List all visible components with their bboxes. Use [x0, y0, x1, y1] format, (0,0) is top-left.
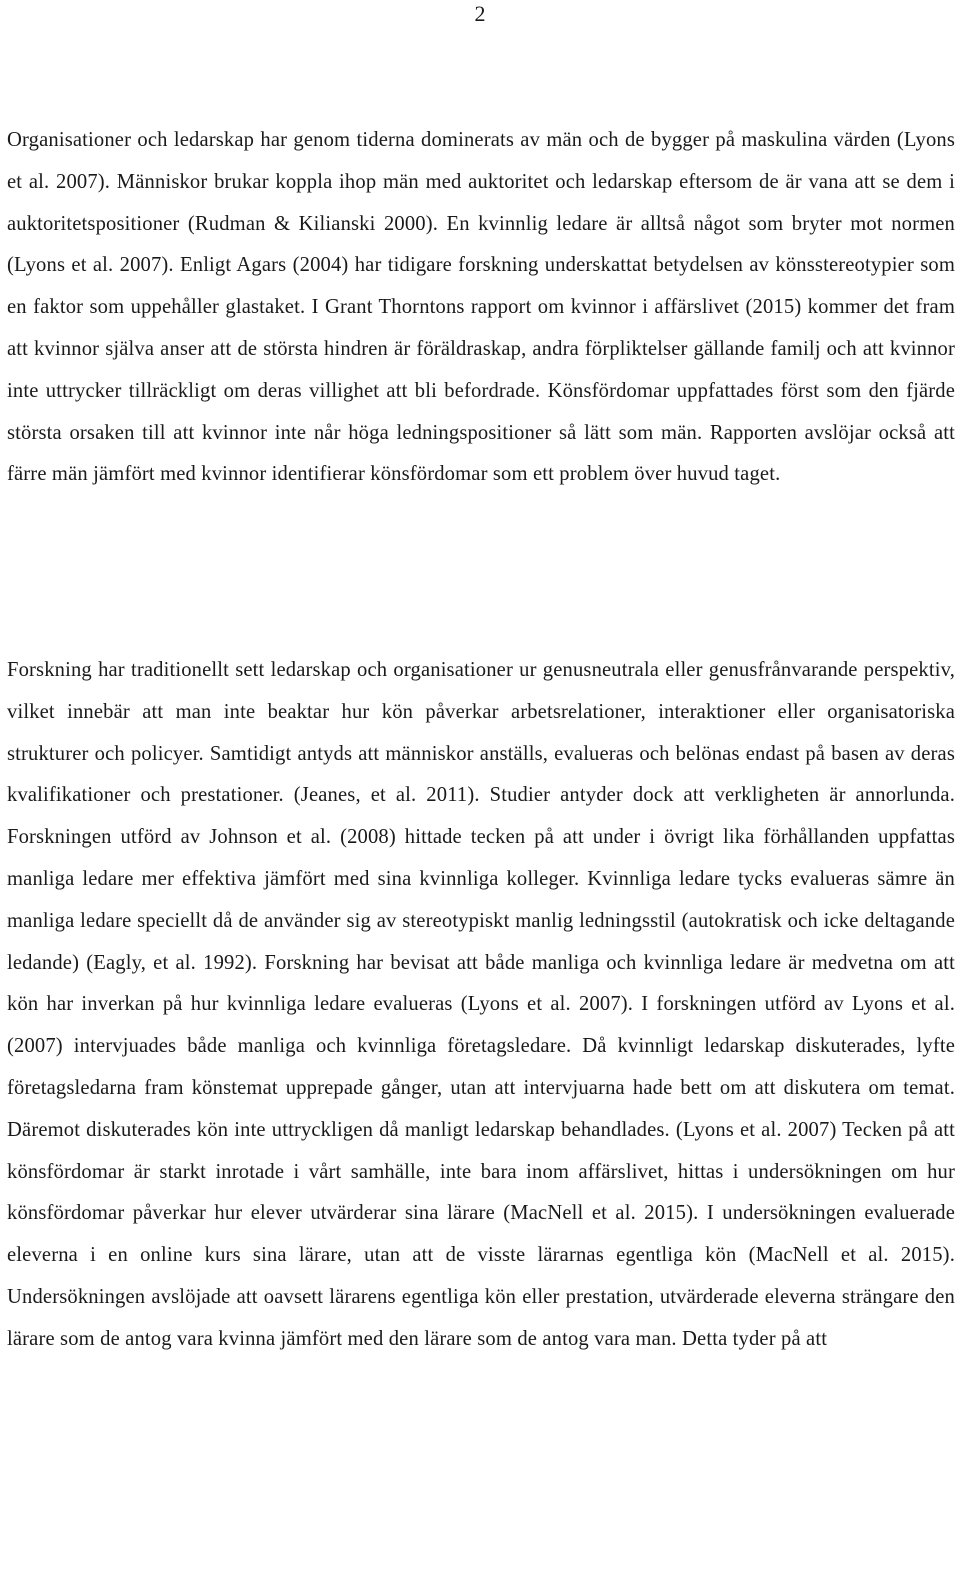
page-number: 2	[474, 1, 486, 26]
body-paragraph: Organisationer och ledarskap har genom tiderna dominerats av män och de bygger på maskulina värden (Lyons et al. 2007). Människor brukar koppla ihop män med auktoritet och ledarskap eftersom de är vana att se dem i auktoritetspositioner (Rudman & Kilianski 2000). En kvinnlig ledare är alltså något som bryter mot normen (Lyons et al. 2007). Enligt Agars (2004) har tidigare forskning underskattat betydelsen av könsstereotypier som en faktor som uppehåller glastaket. I Grant Thorntons rapport om kvinnor i affärslivet (2015) kommer det fram att kvinnor själva anser att de största hindren är föräldraskap, andra förpliktelser gällande familj och att kvinnor inte uttrycker tillräckligt om deras villighet att bli befordrade. Könsfördomar uppfattades först som den fjärde största orsaken till att kvinnor inte når höga ledningspositioner så lätt som män. Rapporten avslöjar också att färre män jämfört med kvinnor identifierar könsfördomar som ett problem över huvud taget.	[7, 129, 955, 486]
body-paragraph: Forskning har traditionellt sett ledarskap och organisationer ur genusneutrala eller genusfrånvarande perspektiv, vilket innebär att man inte beaktar hur kön påverkar arbetsrelationer, interaktioner eller organisatoriska strukturer och policyer. Samtidigt antyds att människor anställs, evalueras och belönas endast på basen av deras kvalifikationer och prestationer. (Jeanes, et al. 2011). Studier antyder dock att verkligheten är annorlunda. Forskningen utförd av Johnson et al. (2008) hittade tecken på att under i övrigt lika förhållanden uppfattas manliga ledare mer effektiva jämfört med sina kvinnliga kolleger. Kvinnliga ledare tycks evalueras sämre än manliga ledare speciellt då de använder sig av stereotypiskt manlig ledningsstil (autokratisk och icke deltagande ledande) (Eagly, et al. 1992). Forskning har bevisat att både manliga och kvinnliga ledare är medvetna om att kön har inverkan på hur kvinnliga ledare evalueras (Lyons et al. 2007). I forskningen utförd av Lyons et al. (2007) intervjuades både manliga och kvinnliga företagsledare. Då kvinnligt ledarskap diskuterades, lyfte företagsledarna fram könstemat upprepade gånger, utan att intervjuarna hade bett om att diskutera om temat. Däremot diskuterades kön inte uttryckligen då manligt ledarskap behandlades. (Lyons et al. 2007) Tecken på att könsfördomar är starkt inrotade i vårt samhälle, inte bara inom affärslivet, hittas i undersökningen om hur könsfördomar påverkar hur elever utvärderar sina lärare (MacNell et al. 2015). I undersökningen evaluerade eleverna i en online kurs sina lärare, utan att de visste lärarnas egentliga kön (MacNell et al. 2015). Undersökningen avslöjade att oavsett lärarens egentliga kön eller prestation, utvärderade eleverna strängare den lärare som de antog vara kvinna jämfört med den lärare som de antog vara man. Detta tyder på att	[7, 659, 955, 1350]
